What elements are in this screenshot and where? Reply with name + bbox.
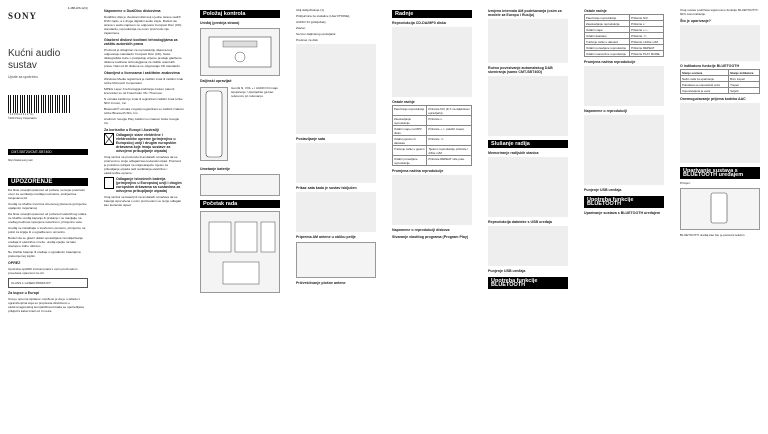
table-row: Zaustavljanje reprodukcije Pritisnite x. [585,21,664,27]
play-mode-heading: Promjena načina reprodukcije [392,169,444,173]
bt-indicator-heading: O indikatoru funkcije BLUETOOTH [680,64,740,68]
model-number: CMT-SBT20/CMT-SBT40D [8,149,88,155]
bluetooth-section-heading: Upotreba funkcije BLUETOOTH [488,277,568,289]
table-row: Uspostavljena je veza Svijetli [681,88,760,94]
table-row: Zaustavljanje reprodukcije Pritisnite x. [393,116,472,126]
controls-section-heading: Položaj kontrola [200,10,280,18]
text-block [488,226,568,266]
text-block [296,44,376,134]
control-item: Uklj./isključivanje (1) [296,8,325,12]
page-column-6 [480,0,576,434]
page-column-4 [288,0,384,434]
control-item: Priključnica za slušalice (Ulaz PHONE) [296,14,350,18]
connections-figure [200,211,280,293]
flat-antenna-heading: Pričvršćivanje plošne antene [296,281,346,285]
text-block [680,103,760,163]
what-is-pairing-heading: Što je uparivanje? [680,19,711,23]
usb-ops-heading: Ostale radnje [584,9,607,13]
battery-insert-figure [200,174,280,196]
copyright-discs-heading: Glazbeni diskovi kodirani tehnologijama za zaštitu autorskih prava [104,38,178,46]
usb-charge-heading: Punjenje USB uređaja [488,269,526,273]
warning-paragraph: Ne izlažite baterije ili uređaje s ugrađenim baterijama prekomjernoj toplini. [8,250,81,258]
operations-section-heading: Radnje [392,10,472,18]
table-row: Odabir ponavljane reprodukcije Pritisnite REPEAT. [585,45,664,51]
license-bullet: Windows Media registrirani je zaštitni znak ili zaštitni znak tvrtke Microsoft Corporation. [104,77,184,85]
page-column-5 [384,0,480,434]
page-column-2 [96,0,192,434]
license-heading: Obavijest o licencama i zaštitnim znakovima [104,71,180,75]
page-column-7 [576,0,672,434]
page-column-8 [672,0,768,434]
table-row: Odabir mape Pritisnite + /–. [585,27,664,33]
license-bullet: Bluetooth® oznaka i logotipi registrirani su zaštitni znakovi tvrtke Bluetooth SIG, Inc. [104,107,184,115]
text-block [488,19,568,63]
battery-text: Ovaj simbol na bateriji ili na ambalaži označava da se baterija isporučena s ovim proizvodom ne smije odlagati kao kućanski otpad. [104,195,181,207]
remote-caption: Gumbi N, VOL + i AUDIO IN imaju ispupčenje. Upotrijebite ga kao referencu pri rukovanju. [231,86,278,98]
sony-url[interactable]: http://www.sony.net/ [8,158,33,162]
disposal-text: Ovaj simbol na proizvodu ili ambalaži označava da se proizvod ne smije odlagati kao kućanski otpad. Proizvod je potrebno odnijeti na odgovarajuće mjesto za prikupljanje otpada radi recikliranja električne i elektroničke opreme. [104,155,181,175]
bluetooth-intro: Ovaj sustav podržava sigurnosnu funkciju BLUETOOTH i NFC komunikaciju. [680,8,759,16]
warning-paragraph: Uređaj ne izlažite izvorima otvorenog plamena (primjerice upaljenim svijećama). [8,202,87,210]
usb-play-mode-heading: Promjena načina reprodukcije [584,60,636,64]
text-block [488,76,568,136]
text-block [392,27,472,97]
license-bullet: Android i Google Play zaštitni su znakovi tvrtke Google Inc. [104,117,180,125]
laser-label: CLASS 1 LASER PRODUCT [11,281,51,285]
battery-insert-heading: Umetanje baterije [200,167,230,171]
barcode-text: * 4 4 8 8 2 2 6 1 2 *(1) [8,113,34,116]
table-row: Traženje točke u datoteci Pritisnite i držite m/M. [585,39,664,45]
usb-notes-heading: Napomene o reprodukciji [584,109,628,113]
document-title: Kućni audio sustav [8,48,61,71]
laser-label-box [8,278,88,288]
remote-label: Daljinski upravljač [200,79,232,83]
warning-paragraph: Uređaj ne instalirajte u skučenom prostoru, primjerice na polici za knjige ili u ugradbenom ormariću. [8,226,86,234]
cd-play-heading: Reprodukcija CD-DA/MP3 diska [392,21,446,25]
license-bullet: MPEG Layer-3 tehnologija kodiranja zvuka i patenti licencirani su od Fraunhofer IIS i Thomson. [104,87,175,95]
usb-charge-heading-2: Punjenje USB uređaja [584,188,622,192]
weee-bin-icon [104,133,114,145]
other-ops-heading: Ostale radnje [392,100,415,104]
dualdisc-heading: Napomene o DualDisc diskovima [104,9,161,13]
dualdisc-text: DualDisc disk je dvostrani disk koji s jedne strane sadrži DVD zapis, a s druge digitalni audio zapis. Budući da strana s audio zapisom ne odgovara Compact Disc (CD) standardu, reprodukcija na ovom proizvodu nije zajamčena. [104,15,182,35]
usb-ops-table [584,14,664,57]
bluetooth-section-heading-2: Upotreba funkcije BLUETOOTH [584,196,664,208]
page-column-3 [192,0,288,434]
text-block [392,175,472,225]
battery-bin-icon [104,177,114,189]
battery-heading: Odlaganje istrošenih baterija (primjenjivo u Europskoj uniji i drugim europskim državama sa sustavima za odvojeno prikupljanje otpada) [116,177,182,193]
part-number: 4-488-226-12(1) [67,6,88,10]
table-row: Traženje točke u pjesmi Tijekom reprodukcije pritisnite i držite m/M. [393,146,472,156]
unit-front-figure [200,28,280,76]
clock-off-heading: Prikaz sata kada je sustav isključen [296,186,357,190]
text-block [296,143,376,183]
control-item: Senzor daljinskog upravljača [296,32,336,36]
disposal-heading: Odlaganje stare električne i elektroničke opreme (primjenjivo u Europskoj uniji i drugim europskim državama koje imaju sustave za odvojeno prikupljanje otpada) [116,133,177,153]
usb-play-heading: Reprodukcija datoteke s USB uređaja [488,220,552,224]
table-row: Odabir mape na MP3 disku Pritisnite + /– (odabir mape). [393,126,472,136]
barcode [8,95,70,113]
warning-paragraph: Da biste smanjili opasnost od požara, nemojte prekrivati otvor za ventilaciju uređaja novinama, stolnjacima, zavjesama itd. [8,188,85,200]
am-antenna-heading: Priprema AM antene u obliku petlje [296,235,356,239]
disc-notes-heading: Napomene o reprodukciji diskova [392,228,450,232]
eu-australia-heading: Za korisnike u Europi i Australiji [104,128,159,132]
table-row: Odabir pjesme ili datoteke Pritisnite ./>. [393,136,472,146]
table-row: Pauziranje reprodukcije Pritisnite N/X. [585,15,664,21]
document-subtitle: Upute za upotrebu [8,75,38,79]
am-antenna-figure [296,242,376,278]
eu-text: Ova je oprema ispitana i utvrđeno je da je u skladu s ograničenjima koja su propisana direktivom o elektromagnetskoj kompatibilnosti kada se upotrebljava priključni kabel kraći od 3 metra. [8,297,84,313]
getting-started-heading: Početak rada [200,200,280,208]
warning-heading: UPOZORENJE [8,178,88,186]
remote-figure [200,87,228,161]
control-item: AUDIO IN (priključak) [296,20,326,24]
table-row: Odabir ponavljane reprodukcije Pritisnite REPEAT više puta. [393,156,472,166]
text-block [680,25,760,61]
am-interval-heading: Izmjena intervala AM podešavanja (osim za modele za Europu i Rusiju) [488,9,562,17]
text-block [296,192,376,232]
clock-heading: Postavljanje sata [296,137,326,141]
table-row: Odabir datoteke Pritisnite ./>. [585,33,664,39]
warning-paragraph: Da biste smanjili opasnost od požara ili električnog udara, ne izlažite uređaj kapanju ili prskanju i ne stavljajte na uređaj predmete ispunjene tekućinom, primjerice vaze. [8,212,87,224]
unit-front-label: Uređaj (prednja strana) [200,21,240,25]
license-bullet: N oznaka zaštitni je znak ili registrirani zaštitni znak tvrtke NFC Forum, Inc. [104,97,183,105]
text-block [584,66,664,106]
dab-scan-heading: Ručno povezivanje automatskog DAB skeniranja (samo CMT-SBT40D) [488,66,553,74]
phone-pairing-figure [680,188,760,230]
text-block [584,115,664,185]
pairing-heading: Uparivanje sustava s BLUETOOTH uređajem [584,211,661,215]
preset-heading: Memoriranje radijskih stanica [488,151,539,155]
caution-label: OPREZ [8,261,21,265]
table-row: Način rada za uparivanje Brzo treperi [681,76,760,82]
copyright: ©2014 Sony Corporation [8,117,37,120]
table-row: Odabir nasumične reprodukcije Pritisnite PLAY MODE. [585,51,664,57]
pairing-section-heading: Uparivanje sustava s BLUETOOTH uređajem [680,167,760,179]
aac-heading: Onemogućavanje prijema kodeka AAC [680,97,746,101]
warning-paragraph: Budući da se glavni utikač upotrebljava za isključivanje uređaja iz električne mreže, uređaj spojite na lako dostupnu zidnu utičnicu. [8,236,83,248]
control-item: Zaslon [296,26,306,30]
text-block [488,157,568,217]
eu-heading: Za kupce u Europi [8,291,40,295]
radio-section-heading: Slušanje radija [488,140,568,148]
other-ops-table [392,105,472,166]
table-row: Pokušava se uspostaviti veza Treperi [681,82,760,88]
page-column-1 [0,0,96,434]
device-label: BLUETOOTH uređaj kao što je pametni telefon [680,233,745,237]
control-item: Pretinac za disk [296,38,318,42]
program-play-heading: Stvaranje vlastitog programa (Program Play) [392,235,469,239]
example-label: Primjer: [680,181,691,185]
caution-text: Upotreba optičkih instrumenata s ovim proizvodom povećava opasnost za oči. [8,267,78,275]
table-row: Pauziranje reprodukcije Pritisnite N/X (ili X na daljinskom upravljaču). [394,106,470,115]
copyright-discs-text: Proizvod je dizajniran za reprodukciju diskova koji odgovaraju standardu Compact Disc (CD). Neke diskografske kuće u posljednje vrijeme prodaju glazbene diskove kodirane tehnologijama za zaštitu autorskih prava. Neki od tih diskova ne odgovaraju CD standardu. [104,48,182,68]
sony-logo: SONY [8,11,38,21]
bt-indicator-table [680,69,760,94]
table-row: Stanje sustava Stanje indikatora [681,70,760,76]
